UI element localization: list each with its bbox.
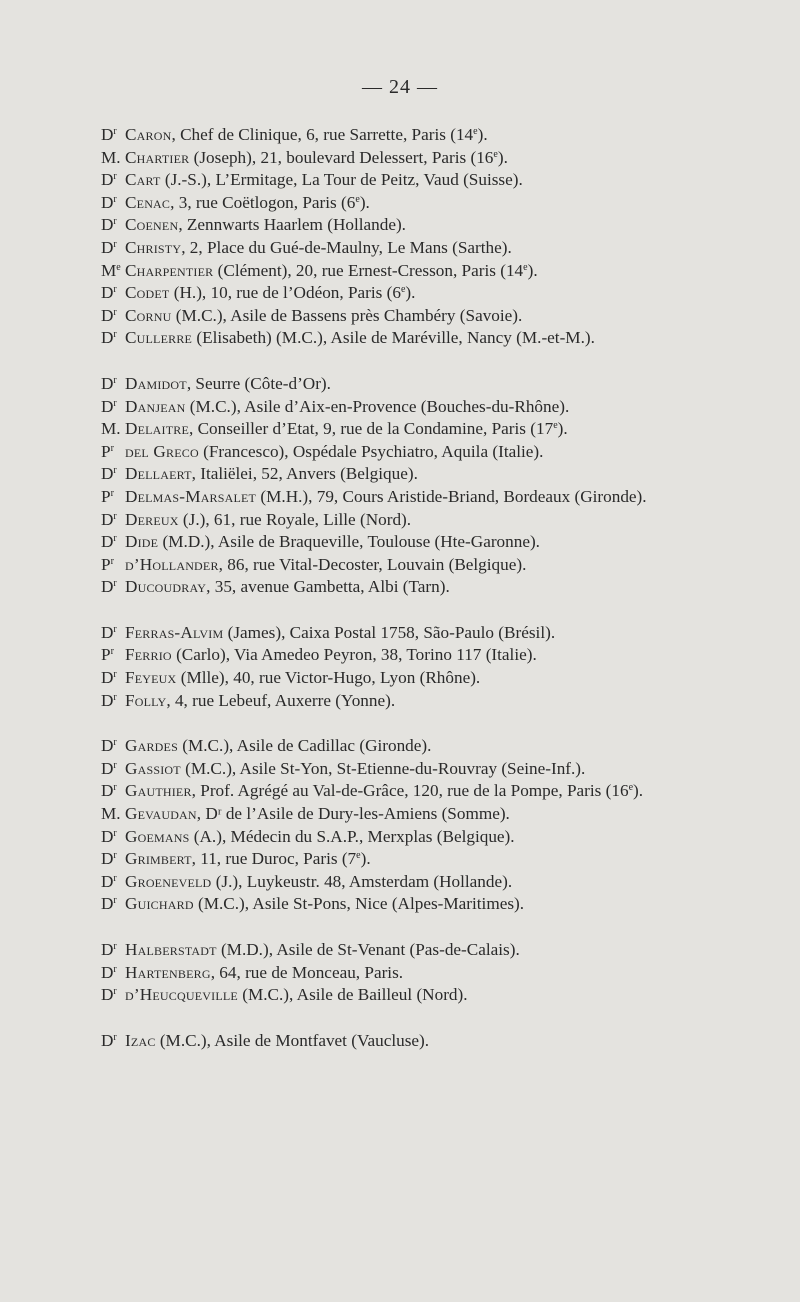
member-title-text: D bbox=[101, 305, 114, 325]
member-name: Cornu bbox=[125, 305, 172, 325]
member-title-superscript: r bbox=[113, 691, 117, 703]
member-title-text: D bbox=[101, 125, 114, 144]
member-title bbox=[101, 463, 125, 486]
member-details-text: , 4, rue Lebeuf, Auxerre (Yonne). bbox=[166, 690, 396, 710]
member-details-text: (James), Caixa Postal 1758, São-Paulo (Brésil). bbox=[223, 622, 556, 642]
member-name: Groeneveld bbox=[125, 871, 212, 891]
member-title-text: D bbox=[101, 192, 114, 212]
member-details bbox=[166, 691, 395, 710]
member-entry bbox=[101, 305, 731, 328]
letter-group bbox=[101, 939, 731, 1007]
member-name: Cart bbox=[125, 170, 161, 190]
member-title-superscript: r bbox=[110, 646, 114, 658]
member-title-superscript: r bbox=[113, 284, 117, 296]
member-name: Caron bbox=[125, 125, 172, 144]
member-title bbox=[101, 962, 125, 985]
member-entry bbox=[101, 463, 731, 486]
member-name: Gassiot bbox=[125, 758, 181, 778]
member-title bbox=[101, 758, 125, 781]
member-details bbox=[211, 872, 512, 891]
member-title-superscript: r bbox=[113, 737, 117, 749]
member-entry bbox=[101, 735, 731, 758]
member-entry bbox=[101, 780, 731, 803]
member-title-superscript: r bbox=[110, 487, 114, 499]
member-details bbox=[185, 397, 569, 416]
member-details bbox=[217, 940, 520, 959]
member-name: Dide bbox=[125, 532, 159, 552]
member-title-text: D bbox=[101, 283, 114, 303]
member-entry bbox=[101, 282, 731, 305]
member-title-text: D bbox=[101, 940, 114, 959]
member-title bbox=[101, 418, 125, 441]
member-details bbox=[158, 532, 540, 551]
member-title bbox=[101, 282, 125, 305]
arrondissement-superscript: e bbox=[356, 850, 361, 862]
member-details bbox=[156, 1031, 430, 1050]
member-entry bbox=[101, 871, 731, 894]
member-title-superscript: r bbox=[113, 895, 117, 907]
member-details bbox=[189, 827, 514, 846]
member-entry bbox=[101, 214, 731, 237]
member-details bbox=[189, 148, 508, 167]
member-title bbox=[101, 260, 125, 283]
member-details-end: ). bbox=[360, 849, 371, 869]
member-title-superscript: r bbox=[113, 374, 117, 386]
member-details bbox=[176, 668, 480, 687]
member-details-end: ). bbox=[633, 781, 644, 801]
member-entry bbox=[101, 644, 731, 667]
member-title-text: D bbox=[101, 622, 114, 642]
member-name: Folly bbox=[125, 690, 167, 710]
member-entry bbox=[101, 192, 731, 215]
member-details-end: ). bbox=[405, 283, 416, 303]
member-details bbox=[192, 328, 595, 347]
member-title-superscript: r bbox=[113, 533, 117, 545]
member-entry bbox=[101, 169, 731, 192]
member-title-text: P bbox=[101, 645, 111, 665]
member-details bbox=[192, 781, 643, 800]
member-title bbox=[101, 373, 125, 396]
arrondissement-superscript: e bbox=[553, 420, 558, 432]
member-title bbox=[101, 305, 125, 328]
member-title-text: P bbox=[101, 441, 111, 461]
member-details-end: ). bbox=[477, 125, 488, 144]
member-details-text: (M.C.), Asile St-Pons, Nice (Alpes-Maritimes). bbox=[193, 894, 525, 914]
member-name: Chartier bbox=[125, 147, 190, 167]
member-name: Gardes bbox=[125, 736, 178, 756]
member-details bbox=[219, 555, 527, 574]
member-title-superscript: r bbox=[113, 623, 117, 635]
member-name: Dereux bbox=[125, 509, 179, 529]
member-title bbox=[101, 803, 125, 826]
member-title-superscript: r bbox=[113, 126, 117, 137]
member-name: Halberstadt bbox=[125, 940, 217, 959]
member-details-text: , Zennwarts Haarlem (Hollande). bbox=[178, 215, 406, 235]
member-entry bbox=[101, 848, 731, 871]
member-title-text: D bbox=[101, 871, 114, 891]
member-title bbox=[101, 576, 125, 599]
member-title-superscript: r bbox=[113, 329, 117, 341]
member-name: Cenac bbox=[125, 192, 171, 212]
member-title-superscript: r bbox=[113, 759, 117, 771]
member-entry bbox=[101, 237, 731, 260]
arrondissement-superscript: e bbox=[355, 193, 360, 205]
arrondissement-superscript: e bbox=[400, 284, 406, 296]
member-details bbox=[172, 645, 537, 664]
member-entry bbox=[101, 147, 731, 170]
member-details bbox=[213, 261, 537, 280]
member-name: Ducoudray bbox=[125, 577, 207, 597]
member-entry bbox=[101, 486, 731, 509]
member-title-superscript: r bbox=[113, 782, 117, 794]
member-entry bbox=[101, 622, 731, 645]
member-details-end: ). bbox=[359, 192, 370, 212]
member-title bbox=[101, 984, 125, 1007]
member-entry bbox=[101, 327, 731, 350]
member-details-text: (H.), 10, rue de l’Odéon, Paris (6 bbox=[169, 283, 401, 303]
member-details-text: (M.C.), Asile d’Aix-en-Provence (Bouches-du-Rhône). bbox=[185, 396, 570, 416]
member-title-superscript: r bbox=[113, 578, 117, 590]
member-title-superscript: r bbox=[113, 465, 117, 477]
member-name: Hartenberg bbox=[125, 962, 211, 982]
letter-group bbox=[101, 735, 731, 916]
member-title-superscript: r bbox=[110, 555, 114, 567]
member-details-text: (M.D.), Asile de Braqueville, Toulouse (Hte-Garonne). bbox=[158, 532, 540, 552]
member-details bbox=[170, 193, 370, 212]
member-name: Delmas-Marsalet bbox=[125, 486, 257, 506]
member-entry bbox=[101, 984, 731, 1007]
member-title-text: D bbox=[101, 758, 114, 778]
member-entry bbox=[101, 1030, 731, 1053]
member-entry bbox=[101, 509, 731, 532]
member-title bbox=[101, 690, 125, 713]
member-title bbox=[101, 735, 125, 758]
member-entry bbox=[101, 667, 731, 690]
member-entry bbox=[101, 260, 731, 283]
member-title-text: D bbox=[101, 532, 114, 552]
member-details bbox=[187, 374, 331, 393]
member-title bbox=[101, 644, 125, 667]
member-title-text: D bbox=[101, 170, 114, 190]
member-details bbox=[179, 510, 411, 529]
member-name: Guichard bbox=[125, 894, 194, 914]
member-title-text: P bbox=[101, 554, 111, 574]
member-title-text: M. bbox=[101, 147, 121, 167]
member-title-text: M. bbox=[101, 804, 121, 824]
member-details-text: (Elisabeth) (M.C.), Asile de Maréville, Nancy (M.-et-M.). bbox=[192, 328, 595, 348]
member-title-superscript: r bbox=[113, 669, 117, 681]
member-title-superscript: r bbox=[113, 963, 117, 975]
member-details bbox=[181, 759, 586, 778]
member-details-text: (J.), 61, rue Royale, Lille (Nord). bbox=[178, 509, 412, 529]
member-details-text: , 2, Place du Gué-de-Maulny, Le Mans (Sarthe). bbox=[181, 237, 512, 257]
member-title bbox=[101, 169, 125, 192]
member-name: del Greco bbox=[125, 441, 199, 461]
member-details-text: , 11, rue Duroc, Paris (7 bbox=[191, 849, 357, 869]
member-details bbox=[171, 125, 487, 144]
member-details bbox=[192, 849, 371, 868]
member-title bbox=[101, 531, 125, 554]
member-details-text: (M.C.), Asile de Bassens près Chambéry (Savoie). bbox=[171, 305, 523, 325]
member-title-superscript: r bbox=[113, 171, 117, 183]
member-title-superscript: r bbox=[113, 827, 117, 839]
member-title-text: P bbox=[101, 486, 111, 506]
member-title-text: D bbox=[101, 328, 114, 348]
member-details-text: (Mlle), 40, rue Victor-Hugo, Lyon (Rhône). bbox=[176, 668, 481, 688]
member-details-text: (M.C.), Asile de Montfavet (Vaucluse). bbox=[155, 1030, 430, 1050]
member-name: Christy bbox=[125, 237, 182, 257]
member-title bbox=[101, 486, 125, 509]
member-title bbox=[101, 826, 125, 849]
member-details bbox=[189, 419, 568, 438]
member-entry bbox=[101, 939, 731, 962]
member-details-text: , Conseiller d’Etat, 9, rue de la Condamine, Paris (17 bbox=[189, 419, 554, 439]
member-name: Grimbert bbox=[125, 849, 192, 869]
member-title-superscript: r bbox=[110, 442, 114, 454]
member-title bbox=[101, 214, 125, 237]
letter-group bbox=[101, 373, 731, 599]
member-entry bbox=[101, 373, 731, 396]
member-entry bbox=[101, 576, 731, 599]
member-name: Delaitre bbox=[125, 419, 189, 439]
member-name: Dellaert bbox=[125, 464, 192, 484]
member-details bbox=[171, 306, 522, 325]
member-details-text: (J.), Luykeustr. 48, Amsterdam (Hollande). bbox=[211, 871, 513, 891]
member-title-text: D bbox=[101, 373, 114, 393]
member-title-text: D bbox=[101, 668, 114, 688]
member-details bbox=[238, 985, 468, 1004]
member-name: Izac bbox=[125, 1030, 156, 1050]
member-entry bbox=[101, 531, 731, 554]
member-details bbox=[178, 736, 431, 755]
member-title bbox=[101, 848, 125, 871]
member-title-superscript: r bbox=[113, 850, 117, 862]
member-details-text: , Italiëlei, 52, Anvers (Belgique). bbox=[191, 464, 418, 484]
member-name: d’Heucqueville bbox=[125, 985, 238, 1005]
member-details bbox=[197, 804, 510, 823]
member-details-text: (M.C.), Asile St-Yon, St-Etienne-du-Rouvray (Seine-Inf.). bbox=[180, 758, 586, 778]
member-title-superscript: r bbox=[113, 193, 117, 205]
member-details-text: , 64, rue de Monceau, Paris. bbox=[210, 962, 404, 982]
member-name: Goemans bbox=[125, 826, 190, 846]
member-title-text: D bbox=[101, 985, 114, 1005]
member-details bbox=[194, 894, 524, 913]
member-entry bbox=[101, 554, 731, 577]
member-details bbox=[169, 283, 415, 302]
member-details-end: ). bbox=[527, 260, 538, 280]
member-details-text: (M.C.), Asile de Bailleul (Nord). bbox=[237, 985, 468, 1005]
member-details-text: , 3, rue Coëtlogon, Paris (6 bbox=[170, 192, 356, 212]
member-name: Cullerre bbox=[125, 328, 193, 348]
member-entry bbox=[101, 758, 731, 781]
member-details-text: (A.), Médecin du S.A.P., Merxplas (Belgique). bbox=[189, 826, 515, 846]
letter-group bbox=[101, 124, 731, 350]
arrondissement-superscript: e bbox=[628, 782, 634, 794]
member-details bbox=[199, 442, 544, 461]
member-details-text: (Francesco), Ospédale Psychiatro, Aquila (Italie). bbox=[198, 441, 544, 461]
member-entry bbox=[101, 893, 731, 916]
member-entry bbox=[101, 124, 731, 147]
member-title-superscript: r bbox=[113, 238, 117, 250]
member-title bbox=[101, 893, 125, 916]
member-details bbox=[211, 963, 403, 982]
letter-group bbox=[101, 1030, 731, 1053]
member-title bbox=[101, 939, 125, 962]
member-entry bbox=[101, 441, 731, 464]
member-title bbox=[101, 396, 125, 419]
member-entry bbox=[101, 826, 731, 849]
member-details-end: ). bbox=[557, 419, 568, 439]
member-name: Gevaudan bbox=[125, 804, 197, 824]
member-name: Feyeux bbox=[125, 668, 177, 688]
member-details-text: , 35, avenue Gambetta, Albi (Tarn). bbox=[206, 577, 450, 597]
member-title-text: D bbox=[101, 781, 114, 801]
member-details-text: (M.H.), 79, Cours Aristide-Briand, Bordeaux (Gironde). bbox=[256, 486, 647, 506]
member-title-text: M bbox=[101, 260, 117, 280]
member-title bbox=[101, 780, 125, 803]
member-details-text: (Clément), 20, rue Ernest-Cresson, Paris (14 bbox=[213, 260, 524, 280]
member-entry bbox=[101, 962, 731, 985]
member-name: Codet bbox=[125, 283, 170, 303]
member-title-superscript: r bbox=[113, 872, 117, 884]
member-details-text: (M.D.), Asile de St-Venant (Pas-de-Calais). bbox=[216, 940, 520, 959]
member-name: Ferrio bbox=[125, 645, 172, 665]
member-details-text: (J.-S.), L’Ermitage, La Tour de Peitz, Vaud (Suisse). bbox=[160, 170, 523, 190]
member-entry bbox=[101, 418, 731, 441]
member-title-text: M. bbox=[101, 419, 121, 439]
member-title bbox=[101, 441, 125, 464]
member-title-text: D bbox=[101, 464, 114, 484]
member-title bbox=[101, 237, 125, 260]
member-details bbox=[256, 487, 646, 506]
member-title-text: D bbox=[101, 215, 114, 235]
member-details-end: ). bbox=[497, 147, 508, 167]
member-title-text: D bbox=[101, 826, 114, 846]
member-title bbox=[101, 124, 125, 147]
member-title bbox=[101, 192, 125, 215]
arrondissement-superscript: e bbox=[523, 261, 528, 273]
member-title-superscript: e bbox=[116, 261, 121, 273]
member-title bbox=[101, 622, 125, 645]
member-details-text: , Prof. Agrégé au Val-de-Grâce, 120, rue de la Pompe, Paris (16 bbox=[191, 781, 629, 801]
member-title bbox=[101, 667, 125, 690]
page-number: — 24 — bbox=[362, 76, 438, 98]
member-title-superscript: r bbox=[113, 397, 117, 409]
member-title bbox=[101, 1030, 125, 1053]
member-title bbox=[101, 327, 125, 350]
member-title bbox=[101, 871, 125, 894]
member-details bbox=[161, 170, 523, 189]
member-details-text: , Seurre (Côte-d’Or). bbox=[186, 373, 331, 393]
member-list bbox=[101, 124, 731, 1075]
member-entry bbox=[101, 690, 731, 713]
member-title bbox=[101, 509, 125, 532]
member-details-text: , Chef de Clinique, 6, rue Sarrette, Paris (14 bbox=[171, 125, 474, 144]
member-title-superscript: r bbox=[113, 941, 117, 952]
arrondissement-superscript: e bbox=[493, 148, 498, 160]
member-title bbox=[101, 554, 125, 577]
member-name: Charpentier bbox=[125, 260, 214, 280]
member-title-text: D bbox=[101, 690, 114, 710]
member-title-text: D bbox=[101, 962, 114, 982]
member-name: d’Hollander bbox=[125, 554, 219, 574]
member-details-text: , 86, rue Vital-Decoster, Louvain (Belgique). bbox=[218, 554, 527, 574]
arrondissement-superscript: e bbox=[473, 126, 478, 137]
member-title-text: D bbox=[101, 237, 114, 257]
member-details bbox=[178, 215, 406, 234]
member-title-text: D bbox=[101, 849, 114, 869]
member-details-text: (Joseph), 21, boulevard Delessert, Paris (16 bbox=[189, 147, 494, 167]
member-name: Gauthier bbox=[125, 781, 192, 801]
member-title-superscript: r bbox=[113, 510, 117, 522]
member-title-superscript: r bbox=[113, 986, 117, 998]
member-details bbox=[192, 464, 418, 483]
member-title-text: D bbox=[101, 736, 114, 756]
member-title-text: D bbox=[101, 894, 114, 914]
member-details bbox=[223, 623, 555, 642]
member-details bbox=[181, 238, 512, 257]
member-title-text: D bbox=[101, 509, 114, 529]
member-title bbox=[101, 147, 125, 170]
member-details-text: (Carlo), Via Amedeo Peyron, 38, Torino 117 (Italie). bbox=[171, 645, 537, 665]
member-name: Coenen bbox=[125, 215, 179, 235]
member-entry bbox=[101, 396, 731, 419]
member-title-text: D bbox=[101, 1030, 114, 1050]
member-title-text: D bbox=[101, 577, 114, 597]
member-entry bbox=[101, 803, 731, 826]
letter-group bbox=[101, 622, 731, 712]
member-details bbox=[206, 577, 450, 596]
member-name: Ferras-Alvim bbox=[125, 622, 224, 642]
member-title-text: D bbox=[101, 396, 114, 416]
member-name: Danjean bbox=[125, 396, 186, 416]
member-details-text: , Dʳ de l’Asile de Dury-les-Amiens (Somme). bbox=[196, 804, 510, 824]
member-title-superscript: r bbox=[113, 1031, 117, 1043]
member-title-superscript: r bbox=[113, 216, 117, 228]
member-name: Damidot bbox=[125, 373, 187, 393]
member-title-superscript: r bbox=[113, 306, 117, 318]
member-details-text: (M.C.), Asile de Cadillac (Gironde). bbox=[177, 736, 432, 756]
